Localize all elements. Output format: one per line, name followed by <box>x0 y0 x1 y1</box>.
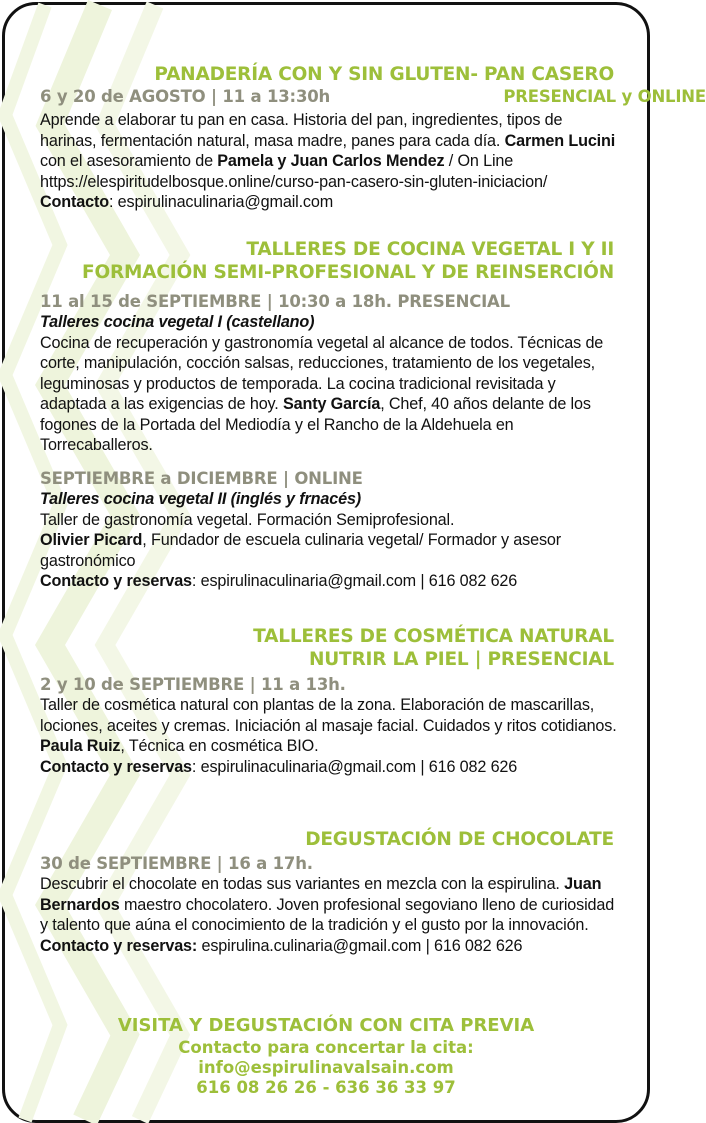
chocolate-contact-value[interactable]: espirulina.culinaria@gmail.com | 616 082 626 <box>197 936 523 955</box>
footer-email[interactable]: info@espirulinavalsain.com <box>198 1058 454 1077</box>
cosmetic-teacher: Paula Ruiz <box>40 737 121 755</box>
bread-desc: Aprende a elaborar tu pan en casa. Historia del pan, ingredientes, tipos de harinas, fermentación natural, masa madre, panes para cada día. <box>40 111 563 150</box>
cosmetic-block <box>40 695 620 777</box>
bread-description <box>40 110 620 213</box>
footer-title: VISITA Y DEGUSTACIÓN CON CITA PREVIA <box>117 1015 535 1036</box>
chocolate-desc-a: Descubrir el chocolate en todas sus variantes en mezcla con la espirulina. <box>40 875 565 893</box>
vegetal-subtitle-1: Talleres cocina vegetal I (castellano) <box>40 313 315 331</box>
chocolate-block <box>40 874 620 956</box>
vegetal-desc-1: Cocina de recuperación y gastronomía vegetal al alcance de todos. Técnicas de corte, manipulación, cocción salsas, reducciones, tratamiento de los vegetales, leguminosas y productos de temporada. La cocina tradicional revisitada y adaptada a las exigencias de hoy. <box>40 333 604 413</box>
bread-date-text: 6 y 20 de AGOSTO | 11 a 13:30h <box>40 87 331 106</box>
chocolate-teacher: Juan Bernardos <box>40 875 602 914</box>
cosmetic-contact-label: Contacto y reservas <box>40 757 192 776</box>
vegetal-block-2 <box>40 489 620 592</box>
vegetal-date-1: 11 al 15 de SEPTIEMBRE | 10:30 a 18h. PRESENCIAL <box>40 292 510 311</box>
chocolate-contact-label: Contacto y reservas: <box>40 936 198 955</box>
cosmetic-date: 2 y 10 de SEPTIEMBRE | 11 a 13h. <box>40 675 346 694</box>
vegetal-subtitle-2: Talleres cocina vegetal II (inglés y frnacés) <box>40 490 362 508</box>
bread-online-link[interactable]: / On Line https://elespiritudelbosque.online/curso-pan-casero-sin-gluten-iniciacion/ <box>40 152 548 191</box>
bread-date <box>40 87 706 107</box>
chocolate-title: DEGUSTACIÓN DE CHOCOLATE <box>305 829 614 850</box>
vegetal-date-2: SEPTIEMBRE a DICIEMBRE | ONLINE <box>40 469 363 488</box>
footer-contact-label: Contacto para concertar la cita: <box>178 1038 474 1057</box>
chocolate-desc-b: maestro chocolatero. Joven profesional segoviano lleno de curiosidad y talento que aúna el conocimiento de la tradición y el gusto por la innovación. <box>40 895 615 934</box>
vegetal-contact-value[interactable]: : espirulinaculinaria@gmail.com | 616 082 626 <box>191 572 518 590</box>
vegetal-teacher-2-bio: , Fundador de escuela culinaria vegetal/ Formador y asesor gastronómico <box>40 531 561 570</box>
bread-teacher: Carmen Lucini <box>504 131 616 150</box>
vegetal-block-1 <box>40 312 620 456</box>
bread-title: PANADERÍA CON Y SIN GLUTEN- PAN CASERO <box>154 64 614 85</box>
bread-with-text: con el asesoramiento de <box>40 152 218 170</box>
vegetal-contact-label: Contacto y reservas <box>40 572 192 590</box>
cosmetic-teacher-bio: , Técnica en cosmética BIO. <box>120 737 319 755</box>
cosmetic-title-1: TALLERES DE COSMÉTICA NATURAL <box>253 626 614 647</box>
bread-contact-value[interactable]: : espirulinaculinaria@gmail.com <box>108 193 334 211</box>
vegetal-teacher-1: Santy García <box>283 395 381 413</box>
vegetal-desc-2: Taller de gastronomía vegetal. Formación Semiprofesional. <box>40 510 455 529</box>
bread-mode: PRESENCIAL y ONLINE <box>503 87 706 106</box>
cosmetic-contact-value[interactable]: : espirulinaculinaria@gmail.com | 616 082 626 <box>191 757 518 776</box>
vegetal-teacher-1-bio: , Chef, 40 años delante de los fogones de la Portada del Mediodía y el Rancho de la Aldehuela en Torrecaballeros. <box>40 395 591 454</box>
chocolate-date: 30 de SEPTIEMBRE | 16 a 17h. <box>40 854 313 873</box>
vegetal-title-2: FORMACIÓN SEMI-PROFESIONAL Y DE REINSERCIÓN <box>82 262 614 283</box>
cosmetic-desc: Taller de cosmética natural con plantas de la zona. Elaboración de mascarillas, lociones, aceites y cremas. Iniciación al masaje facial. Cuidados y ritos cotidianos. <box>40 696 617 735</box>
vegetal-title-1: TALLERES DE COCINA VEGETAL I Y II <box>246 239 614 260</box>
footer-phones[interactable]: 616 08 26 26 - 636 36 33 97 <box>196 1078 456 1097</box>
bread-advisors: Pamela y Juan Carlos Mendez <box>217 152 445 170</box>
cosmetic-title-2: NUTRIR LA PIEL | PRESENCIAL <box>308 649 614 670</box>
vegetal-teacher-2: Olivier Picard <box>40 531 143 549</box>
bread-contact-label: Contacto <box>40 193 109 211</box>
flyer-frame <box>2 2 706 1123</box>
